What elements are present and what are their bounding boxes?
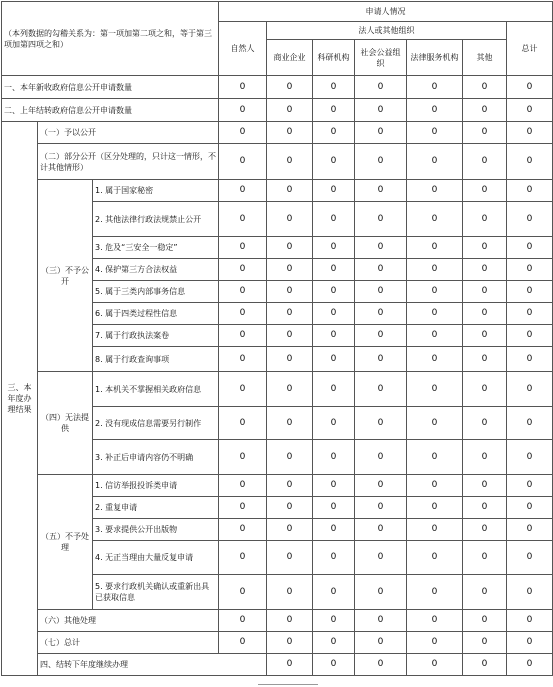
cell-value: 0 — [407, 541, 463, 575]
cell-value: 0 — [507, 632, 553, 654]
cell-value: 0 — [267, 122, 313, 144]
cell-value: 0 — [407, 99, 463, 122]
cell-value: 0 — [219, 541, 267, 575]
cell-value: 0 — [219, 237, 267, 259]
cell-value: 0 — [267, 99, 313, 122]
cell-value: 0 — [407, 325, 463, 347]
cell-value: 0 — [355, 541, 407, 575]
cell-value: 0 — [219, 575, 267, 610]
cell-value: 0 — [507, 281, 553, 303]
cell-value: 0 — [355, 237, 407, 259]
cell-value: 0 — [507, 76, 553, 99]
table-row — [2, 76, 553, 99]
cell-value: 0 — [219, 610, 267, 632]
cell-value: 0 — [313, 144, 355, 180]
cell-value: 0 — [219, 475, 267, 497]
cell-value: 0 — [407, 610, 463, 632]
cell-value: 0 — [313, 575, 355, 610]
cell-value: 0 — [407, 632, 463, 654]
cell-value: 0 — [407, 180, 463, 202]
cell-value: 0 — [355, 76, 407, 99]
row-label: 3. 补正后申请内容仍不明确 — [93, 440, 219, 475]
cell-value: 0 — [219, 122, 267, 144]
cell-value: 0 — [267, 475, 313, 497]
cell-value: 0 — [407, 281, 463, 303]
cell-value: 0 — [507, 654, 553, 676]
header-social: 社会公益组织 — [355, 40, 407, 76]
cell-value: 0 — [313, 180, 355, 202]
row-label: 3. 危及“三安全一稳定” — [93, 237, 219, 259]
cell-value: 0 — [267, 237, 313, 259]
row-label: 3. 要求提供公开出版物 — [93, 519, 219, 541]
cell-value: 0 — [407, 407, 463, 440]
cell-value: 0 — [313, 632, 355, 654]
cell-value: 0 — [313, 122, 355, 144]
cell-value: 0 — [507, 303, 553, 325]
cell-value: 0 — [267, 180, 313, 202]
header-other: 其他 — [463, 40, 507, 76]
cell-value: 0 — [407, 347, 463, 372]
cell-value: 0 — [355, 180, 407, 202]
government-info-disclosure-table — [1, 1, 553, 676]
cell-value: 0 — [267, 541, 313, 575]
cell-value: 0 — [407, 440, 463, 475]
header-commercial: 商业企业 — [267, 40, 313, 76]
header-natural-person: 自然人 — [219, 22, 267, 76]
cell-value: 0 — [407, 497, 463, 519]
cell-value: 0 — [313, 475, 355, 497]
cell-value: 0 — [507, 237, 553, 259]
cell-value: 0 — [219, 144, 267, 180]
cell-value: 0 — [267, 303, 313, 325]
cell-value: 0 — [267, 144, 313, 180]
cell-value: 0 — [355, 281, 407, 303]
header-total: 总计 — [507, 22, 553, 76]
cell-value: 0 — [407, 519, 463, 541]
cell-value: 0 — [313, 497, 355, 519]
cell-value: 0 — [313, 76, 355, 99]
cell-value: 0 — [463, 180, 507, 202]
cell-value: 0 — [267, 632, 313, 654]
cell-value: 0 — [507, 575, 553, 610]
cell-value: 0 — [407, 575, 463, 610]
cell-value: 0 — [507, 372, 553, 407]
cell-value: 0 — [463, 202, 507, 237]
cell-value: 0 — [407, 475, 463, 497]
cell-value: 0 — [463, 259, 507, 281]
cell-value: 0 — [407, 122, 463, 144]
cell-value: 0 — [355, 202, 407, 237]
cell-value: 0 — [507, 144, 553, 180]
cell-value: 0 — [507, 440, 553, 475]
cell-value: 0 — [355, 440, 407, 475]
cell-value: 0 — [219, 202, 267, 237]
cell-value: 0 — [219, 303, 267, 325]
group3-label: （三）不予公开 — [38, 180, 93, 372]
group4-label: （四）无法提供 — [38, 372, 93, 475]
cell-value: 0 — [219, 372, 267, 407]
cell-value: 0 — [355, 632, 407, 654]
row-label: 4. 无正当理由大量反复申请 — [93, 541, 219, 575]
cell-value: 0 — [219, 407, 267, 440]
cell-value: 0 — [355, 99, 407, 122]
row-label: 二、上年结转政府信息公开申请数量 — [2, 99, 219, 122]
cell-value: 0 — [267, 610, 313, 632]
cell-value: 0 — [507, 519, 553, 541]
cell-value: 0 — [355, 610, 407, 632]
cell-value: 0 — [463, 632, 507, 654]
row-label: 1. 属于国家秘密 — [93, 180, 219, 202]
cell-value: 0 — [313, 519, 355, 541]
cell-value: 0 — [407, 202, 463, 237]
cell-value: 0 — [267, 325, 313, 347]
table-row — [2, 654, 553, 676]
header-applicant: 申请人情况 — [219, 2, 553, 22]
cell-value: 0 — [313, 654, 355, 676]
cell-value: 0 — [219, 76, 267, 99]
cell-value: 0 — [463, 440, 507, 475]
cell-value: 0 — [313, 99, 355, 122]
cell-value: 0 — [219, 259, 267, 281]
cell-value: 0 — [267, 519, 313, 541]
cell-value: 0 — [463, 76, 507, 99]
cell-value: 0 — [507, 180, 553, 202]
cell-value: 0 — [507, 122, 553, 144]
cell-value: 0 — [219, 519, 267, 541]
cell-value: 0 — [507, 610, 553, 632]
cell-value: 0 — [355, 519, 407, 541]
cell-value: 0 — [219, 497, 267, 519]
cell-value: 0 — [267, 407, 313, 440]
header-legal-group: 法人或其他组织 — [267, 22, 507, 40]
cell-value: 0 — [267, 372, 313, 407]
cell-value: 0 — [313, 347, 355, 372]
cell-value: 0 — [507, 407, 553, 440]
cell-value: 0 — [313, 372, 355, 407]
row-label: 6. 属于四类过程性信息 — [93, 303, 219, 325]
cell-value: 0 — [463, 497, 507, 519]
cell-value: 0 — [219, 632, 267, 654]
cell-value: 0 — [463, 281, 507, 303]
cell-value: 0 — [313, 281, 355, 303]
cell-value: 0 — [507, 259, 553, 281]
header-note: （本列数据的勾稽关系为：第一项加第二项之和，等于第三项加第四项之和） — [2, 2, 219, 76]
cell-value: 0 — [407, 654, 463, 676]
cell-value: 0 — [355, 325, 407, 347]
cell-value: 0 — [463, 303, 507, 325]
table-row — [2, 144, 553, 180]
row-label: 2. 没有现成信息需要另行制作 — [93, 407, 219, 440]
cell-value: 0 — [355, 497, 407, 519]
table-row — [2, 180, 553, 202]
row-label: 1. 本机关不掌握相关政府信息 — [93, 372, 219, 407]
cell-value: 0 — [355, 303, 407, 325]
row-label: 2. 重复申请 — [93, 497, 219, 519]
row-label: 4. 保护第三方合法权益 — [93, 259, 219, 281]
table-row — [2, 610, 553, 632]
cell-value: 0 — [463, 610, 507, 632]
cell-value: 0 — [219, 99, 267, 122]
cell-value: 0 — [267, 347, 313, 372]
row-label: （一）予以公开 — [38, 122, 219, 144]
cell-value: 0 — [267, 575, 313, 610]
cell-value: 0 — [355, 259, 407, 281]
cell-value: 0 — [507, 541, 553, 575]
cell-value: 0 — [313, 202, 355, 237]
cell-value: 0 — [463, 519, 507, 541]
row-label: 四、结转下年度继续办理 — [38, 654, 267, 676]
row-label: 7. 属于行政执法案卷 — [93, 325, 219, 347]
cell-value: 0 — [267, 76, 313, 99]
table-row — [2, 632, 553, 654]
cell-value: 0 — [463, 144, 507, 180]
cell-value: 0 — [219, 347, 267, 372]
row-label: 1. 信访举报投诉类申请 — [93, 475, 219, 497]
cell-value: 0 — [355, 654, 407, 676]
cell-value: 0 — [219, 440, 267, 475]
cell-value: 0 — [463, 99, 507, 122]
cell-value: 0 — [507, 497, 553, 519]
row-label: 5. 属于三类内部事务信息 — [93, 281, 219, 303]
cell-value: 0 — [219, 325, 267, 347]
table-row — [2, 475, 553, 497]
cell-value: 0 — [355, 575, 407, 610]
cell-value: 0 — [463, 325, 507, 347]
cell-value: 0 — [463, 372, 507, 407]
cell-value: 0 — [313, 259, 355, 281]
row-label: 5. 要求行政机关确认或重新出具已获取信息 — [93, 575, 219, 610]
cell-value: 0 — [407, 76, 463, 99]
cell-value: 0 — [355, 372, 407, 407]
group5-label: （五）不予处理 — [38, 475, 93, 610]
row-label: （六）其他处理 — [38, 610, 219, 632]
row-label: （七）总计 — [38, 632, 219, 654]
cell-value: 0 — [463, 475, 507, 497]
cell-value: 0 — [313, 541, 355, 575]
row-label: 一、本年新收政府信息公开申请数量 — [2, 76, 219, 99]
cell-value: 0 — [267, 259, 313, 281]
cell-value: 0 — [463, 575, 507, 610]
cell-value: 0 — [267, 281, 313, 303]
cell-value: 0 — [507, 202, 553, 237]
row-label: 8. 属于行政查询事项 — [93, 347, 219, 372]
cell-value: 0 — [463, 407, 507, 440]
cell-value: 0 — [313, 440, 355, 475]
cell-value: 0 — [463, 237, 507, 259]
page-edge-mark — [258, 684, 318, 685]
section3-label: 三、本年度办理结果 — [2, 122, 38, 676]
cell-value: 0 — [463, 347, 507, 372]
cell-value: 0 — [407, 372, 463, 407]
cell-value: 0 — [267, 654, 313, 676]
cell-value: 0 — [507, 475, 553, 497]
cell-value: 0 — [355, 475, 407, 497]
header-legal-service: 法律服务机构 — [407, 40, 463, 76]
cell-value: 0 — [355, 122, 407, 144]
cell-value: 0 — [313, 325, 355, 347]
table-row — [2, 372, 553, 407]
cell-value: 0 — [267, 497, 313, 519]
cell-value: 0 — [313, 237, 355, 259]
table-row — [2, 122, 553, 144]
cell-value: 0 — [219, 180, 267, 202]
cell-value: 0 — [507, 325, 553, 347]
cell-value: 0 — [463, 122, 507, 144]
cell-value: 0 — [355, 347, 407, 372]
cell-value: 0 — [507, 99, 553, 122]
row-label: （二）部分公开（区分处理的，只计这一情形，不计其他情形） — [38, 144, 219, 180]
cell-value: 0 — [407, 259, 463, 281]
cell-value: 0 — [267, 440, 313, 475]
cell-value: 0 — [313, 303, 355, 325]
header-research: 科研机构 — [313, 40, 355, 76]
cell-value: 0 — [267, 202, 313, 237]
cell-value: 0 — [463, 654, 507, 676]
cell-value: 0 — [313, 610, 355, 632]
cell-value: 0 — [313, 407, 355, 440]
cell-value: 0 — [463, 541, 507, 575]
cell-value: 0 — [407, 303, 463, 325]
cell-value: 0 — [355, 144, 407, 180]
cell-value: 0 — [407, 144, 463, 180]
cell-value: 0 — [355, 407, 407, 440]
cell-value: 0 — [507, 347, 553, 372]
cell-value: 0 — [407, 237, 463, 259]
row-label: 2. 其他法律行政法规禁止公开 — [93, 202, 219, 237]
table-row — [2, 99, 553, 122]
cell-value: 0 — [219, 281, 267, 303]
